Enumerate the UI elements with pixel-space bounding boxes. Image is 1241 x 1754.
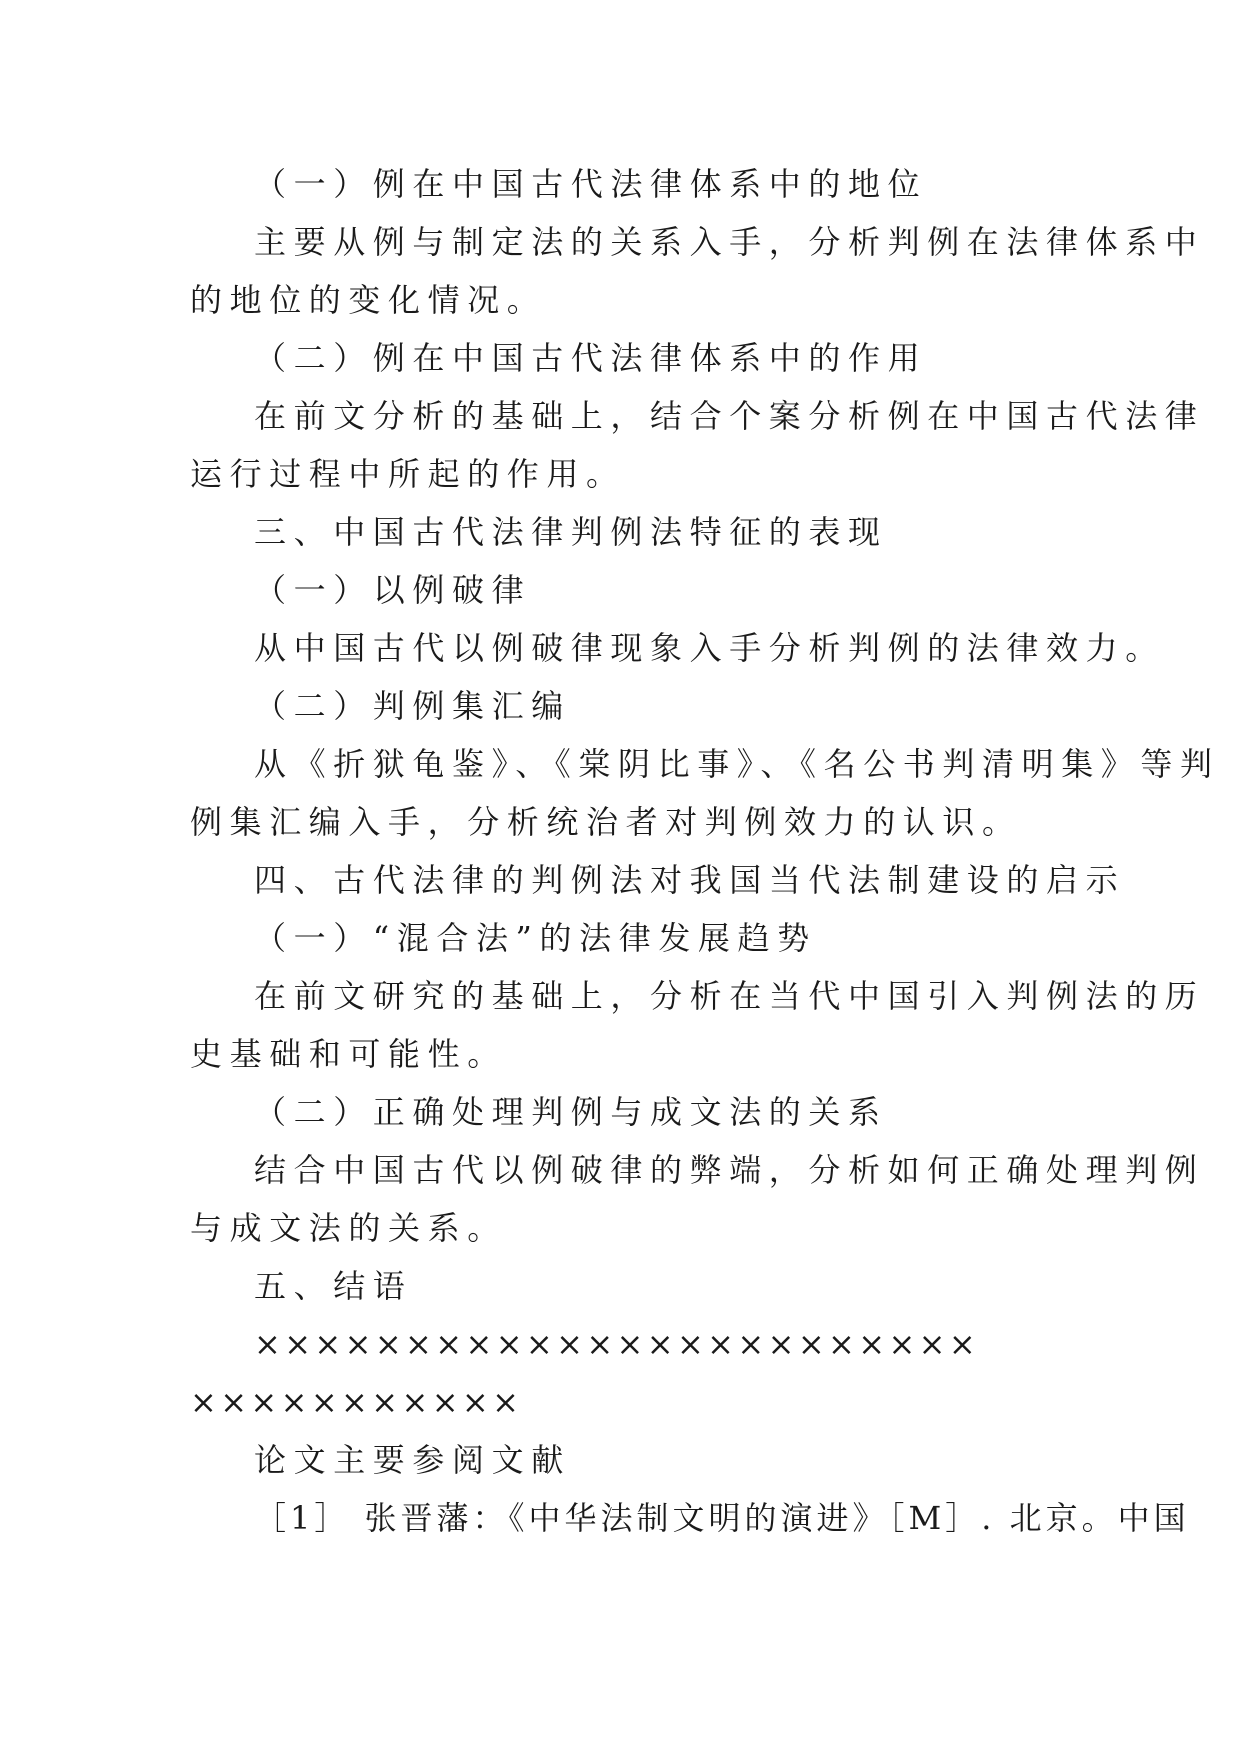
placeholder-line: ××××××××××× bbox=[190, 1383, 523, 1421]
paragraph-line: 从中国古代以例破律现象入手分析判例的法律效力。 bbox=[254, 629, 1165, 667]
paragraph-line: 在前文分析的基础上，结合个案分析例在中国古代法律 bbox=[254, 397, 1205, 435]
paragraph-line: 主要从例与制定法的关系入手，分析判例在法律体系中 bbox=[254, 223, 1205, 261]
reference-item: ［1］ 张晋藩：《中华法制文明的演进》［M］. 北京。中国 bbox=[254, 1499, 1190, 1537]
paragraph-line: 运行过程中所起的作用。 bbox=[190, 455, 626, 493]
subsection-heading: （二）正确处理判例与成文法的关系 bbox=[254, 1093, 888, 1131]
paragraph-line: 在前文研究的基础上，分析在当代中国引入判例法的历 bbox=[254, 977, 1205, 1015]
paragraph-line: 从《折狱龟鉴》、《棠阴比事》、《名公书判清明集》等判 bbox=[254, 745, 1220, 783]
placeholder-line: ×××××××××××××××××××××××× bbox=[254, 1325, 980, 1363]
section-heading: 三、中国古代法律判例法特征的表现 bbox=[254, 513, 888, 551]
section-heading: 四、古代法律的判例法对我国当代法制建设的启示 bbox=[254, 861, 1126, 899]
subsection-heading: （一）例在中国古代法律体系中的地位 bbox=[254, 165, 928, 203]
paragraph-line: 结合中国古代以例破律的弊端，分析如何正确处理判例 bbox=[254, 1151, 1205, 1189]
references-heading: 论文主要参阅文献 bbox=[254, 1441, 571, 1479]
subsection-heading: （二）例在中国古代法律体系中的作用 bbox=[254, 339, 928, 377]
section-heading: 五、结语 bbox=[254, 1267, 413, 1305]
paragraph-line: 例集汇编入手，分析统治者对判例效力的认识。 bbox=[190, 803, 1022, 841]
subsection-heading: （一）“混合法”的法律发展趋势 bbox=[254, 919, 817, 957]
paragraph-line: 的地位的变化情况。 bbox=[190, 281, 547, 319]
subsection-heading: （二）判例集汇编 bbox=[254, 687, 571, 725]
subsection-heading: （一）以例破律 bbox=[254, 571, 532, 609]
paragraph-line: 与成文法的关系。 bbox=[190, 1209, 507, 1247]
document-page bbox=[190, 0, 1220, 1754]
paragraph-line: 史基础和可能性。 bbox=[190, 1035, 507, 1073]
